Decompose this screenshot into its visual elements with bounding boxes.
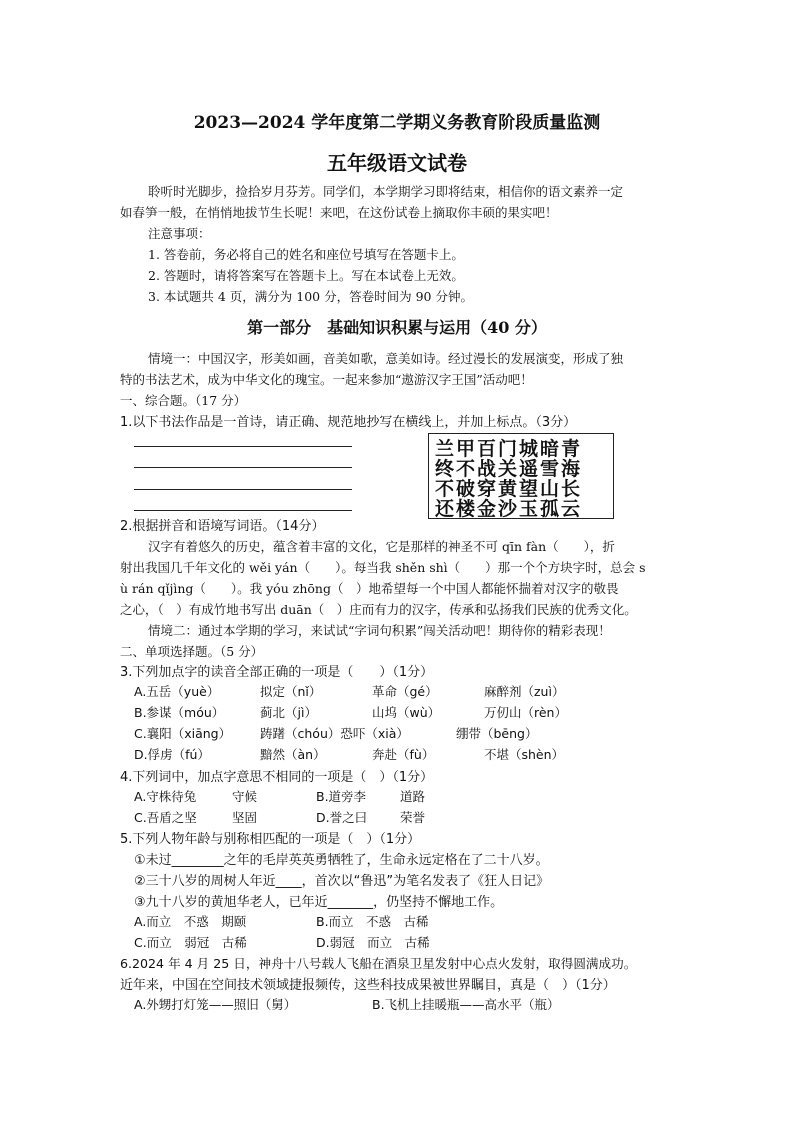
q3-option: 黯然（àn） [260, 747, 326, 762]
q4-option: 道路 [400, 789, 426, 804]
scene1-line-1: 情境一：中国汉字，形美如画，音美如歌，意美如诗。经过漫长的发展演变，形成了独 [148, 351, 624, 366]
q3-option: 不堪（shèn） [484, 747, 565, 762]
q3-option: 奔赴（fù） [372, 747, 435, 762]
q3-option: A.五岳（yuè） [134, 684, 220, 699]
intro-line-2: 如春笋一般，在悄悄地拔节生长呢！来吧，在这份试卷上摘取你丰硕的果实吧！ [120, 205, 558, 220]
q3-option: 革命（gé） [372, 684, 438, 699]
scene1-line-2: 特的书法艺术，成为中华文化的瑰宝。一起来参加“遨游汉字王国”活动吧！ [120, 372, 533, 387]
q4-option: 守候 [232, 789, 258, 804]
question-5: 5.下列人物年龄与别称相匹配的一项是（ ）（1分） [120, 832, 421, 847]
question-2: 2.根据拼音和语境写词语。（14分） [120, 519, 325, 534]
exam-title: 2023—2024 学年度第二学期义务教育阶段质量监测 [193, 113, 601, 133]
notes-title: 注意事项： [148, 226, 211, 241]
q3-option: B.参谋（móu） [134, 705, 225, 720]
q5-item: ②三十八岁的周树人年近____，首次以“鲁迅”为笔名发表了《狂人日记》 [134, 874, 550, 889]
q3-option: 万仞山（rèn） [484, 705, 567, 720]
answer-line [134, 510, 352, 511]
q3-option: D.俘虏（fú） [134, 747, 210, 762]
question-6-cont: 近年来，中国在空间技术领域捷报频传，这些科技成果被世界瞩目，真是（ ）（1分） [120, 978, 616, 993]
q4-option: C.吾盾之坚 [134, 810, 197, 825]
q2-line: ù rán qǐjìng（ ）。我 yóu zhōng（ ）地希望每一个中国人都能怀揣着对汉字的敬畏 [120, 581, 619, 596]
q2-line: 汉字有着悠久的历史，蕴含着丰富的文化，它是那样的神圣不可 qīn fàn（ ），折 [148, 539, 615, 554]
poem-row: 终不战关遥雪海 [435, 458, 583, 480]
q4-option: 坚固 [232, 810, 258, 825]
q3-option: 拟定（nǐ） [260, 684, 322, 699]
q3-option: 蓟北（jì） [260, 705, 317, 720]
q5-option: C.而立 弱冠 古稀 [134, 935, 247, 950]
question-1: 1.以下书法作品是一首诗，请正确、规范地抄写在横线上，并加上标点。（3分） [120, 415, 577, 430]
q5-item: ①未过________之年的毛岸英英勇牺牲了，生命永远定格在了二十八岁。 [134, 853, 549, 868]
answer-line [134, 446, 352, 447]
note-item: 1. 答卷前，务必将自己的姓名和座位号填写在答题卡上。 [148, 247, 464, 262]
q6-option: B.飞机上挂暖瓶——高水平（瓶） [372, 997, 560, 1012]
q4-option: A.守株待兔 [134, 789, 197, 804]
section-heading-1: 一、综合题。（17 分） [120, 393, 247, 408]
q4-option: 荣誉 [400, 810, 426, 825]
calligraphy-poem [428, 433, 614, 519]
q5-option: D.弱冠 而立 古稀 [316, 935, 430, 950]
q5-option: B.而立 不惑 古稀 [316, 914, 429, 929]
q2-line: 射出我国几千年文化的 wěi yán（ ）。每当我 shěn shì（ ）那一个个方块字时，总会 s [120, 560, 646, 575]
poem-row: 兰甲百门城暗青 [435, 438, 583, 460]
scene2-line: 情境二：通过本学期的学习，来试试“字词句积累”闯关活动吧！期待你的精彩表现！ [148, 623, 611, 638]
q5-option: A.而立 不惑 期颐 [134, 914, 247, 929]
section-heading-2: 二、单项选择题。（5 分） [120, 644, 264, 659]
question-3: 3.下列加点字的读音全部正确的一项是（ ）（1分） [120, 665, 434, 680]
note-item: 3. 本试题共 4 页，满分为 100 分，答卷时间为 90 分钟。 [148, 289, 473, 304]
q4-option: B.道旁李 [316, 789, 367, 804]
note-item: 2. 答题时，请将答案写在答题卡上。写在本试卷上无效。 [148, 268, 464, 283]
intro-line-1: 聆听时光脚步，捡拾岁月芬芳。同学们，本学期学习即将结束，相信你的语文素养一定 [148, 184, 624, 199]
q2-line: 之心，（ ）有成竹地书写出 duān（ ）庄而有力的汉字，传承和弘扬我们民族的优秀文化。 [120, 602, 637, 617]
q3-option: 麻醉剂（zuì） [484, 684, 565, 699]
q4-option: D.誉之曰 [316, 810, 368, 825]
poem-row: 还楼金沙玉孤云 [435, 498, 583, 520]
q3-option: C.襄阳（xiāng） [134, 726, 232, 741]
part-title: 第一部分 基础知识积累与运用（40 分） [247, 318, 547, 337]
q5-item: ③九十八岁的黄旭华老人，已年近_______，仍坚持不懈地工作。 [134, 895, 504, 910]
q3-option: 踌躇（chóu）恐吓（xià） [260, 726, 409, 741]
answer-line [134, 467, 352, 468]
question-6: 6.2024 年 4 月 25 日，神舟十八号载人飞船在酒泉卫星发射中心点火发射，取得圆满成功。 [120, 956, 637, 971]
q6-option: A.外甥打灯笼——照旧（舅） [134, 997, 297, 1012]
exam-subtitle: 五年级语文试卷 [327, 151, 467, 175]
question-4: 4.下列词中，加点字意思不相同的一项是（ ）（1分） [120, 770, 434, 785]
poem-row: 不破穿黄望山长 [435, 478, 583, 500]
q3-option: 绷带（bēng） [456, 726, 538, 741]
q3-option: 山坞（wù） [372, 705, 441, 720]
answer-line [134, 489, 352, 490]
